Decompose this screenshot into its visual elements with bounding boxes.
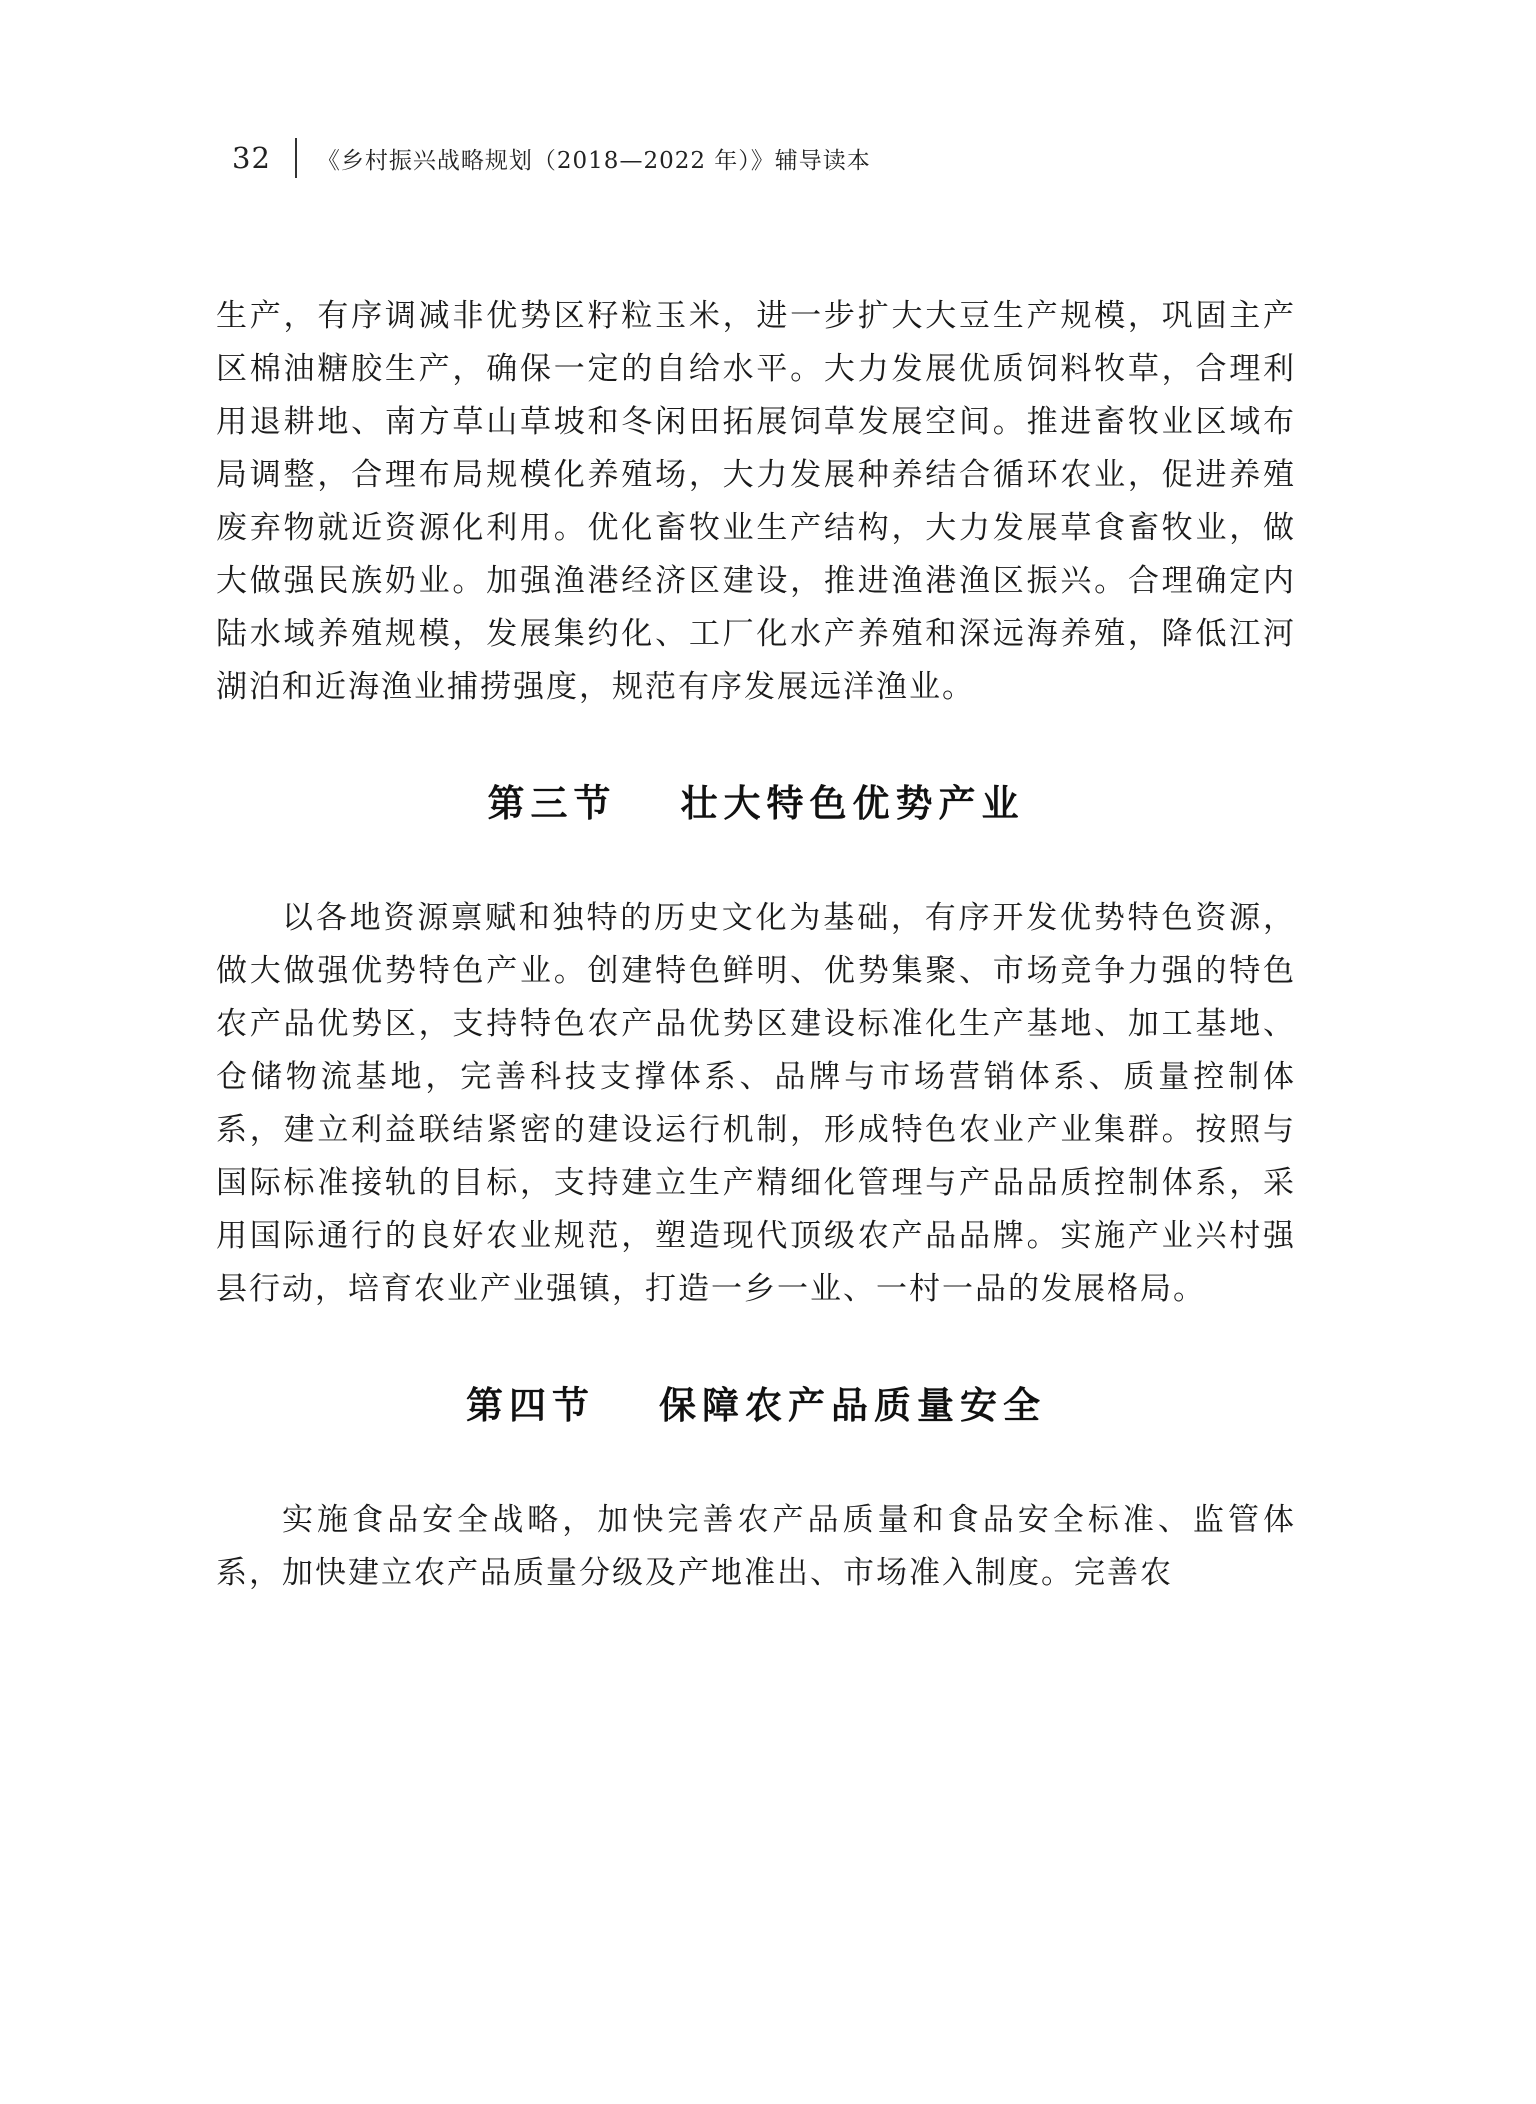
- body-paragraph: 实施食品安全战略，加快完善农产品质量和食品安全标准、监管体系，加快建立农产品质量分级及产地准出、市场准入制度。完善农: [216, 1502, 1296, 1591]
- section-number: 第四节: [466, 1384, 595, 1427]
- body-paragraph: 以各地资源禀赋和独特的历史文化为基础，有序开发优势特色资源，做大做强优势特色产业。创建特色鲜明、优势集聚、市场竞争力强的特色农产品优势区，支持特色农产品优势区建设标准化生产基地、加工基地、仓储物流基地，完善科技支撑体系、品牌与市场营销体系、质量控制体系，建立利益联结紧密的建设运行机制，形成特色农业产业集群。按照与国际标准接轨的目标，支持建立生产精细化管理与产品品质控制体系，采用国际通行的良好农业规范，塑造现代顶级农产品品牌。实施产业兴村强县行动，培育农业产业强镇，打造一乡一业、一村一品的发展格局。: [216, 900, 1296, 1307]
- running-title: 《乡村振兴战略规划（2018—2022 年）》辅导读本: [316, 147, 871, 174]
- section-title: 保障农产品质量安全: [659, 1384, 1046, 1427]
- running-header: [232, 136, 871, 180]
- section-title: 壮大特色优势产业: [680, 782, 1025, 825]
- section-heading-4: [216, 1376, 1296, 1436]
- header-divider: [295, 138, 297, 178]
- page-number: 32: [232, 141, 271, 175]
- page-body: [216, 290, 1296, 1600]
- body-paragraph-continued: 生产，有序调减非优势区籽粒玉米，进一步扩大大豆生产规模，巩固主产区棉油糖胶生产，确保一定的自给水平。大力发展优质饲料牧草，合理利用退耕地、南方草山草坡和冬闲田拓展饲草发展空间。推进畜牧业区域布局调整，合理布局规模化养殖场，大力发展种养结合循环农业，促进养殖废弃物就近资源化利用。优化畜牧业生产结构，大力发展草食畜牧业，做大做强民族奶业。加强渔港经济区建设，推进渔港渔区振兴。合理确定内陆水域养殖规模，发展集约化、工厂化水产养殖和深远海养殖，降低江河湖泊和近海渔业捕捞强度，规范有序发展远洋渔业。: [216, 298, 1296, 705]
- section-number: 第三节: [487, 782, 617, 825]
- section-heading-3: [216, 774, 1296, 834]
